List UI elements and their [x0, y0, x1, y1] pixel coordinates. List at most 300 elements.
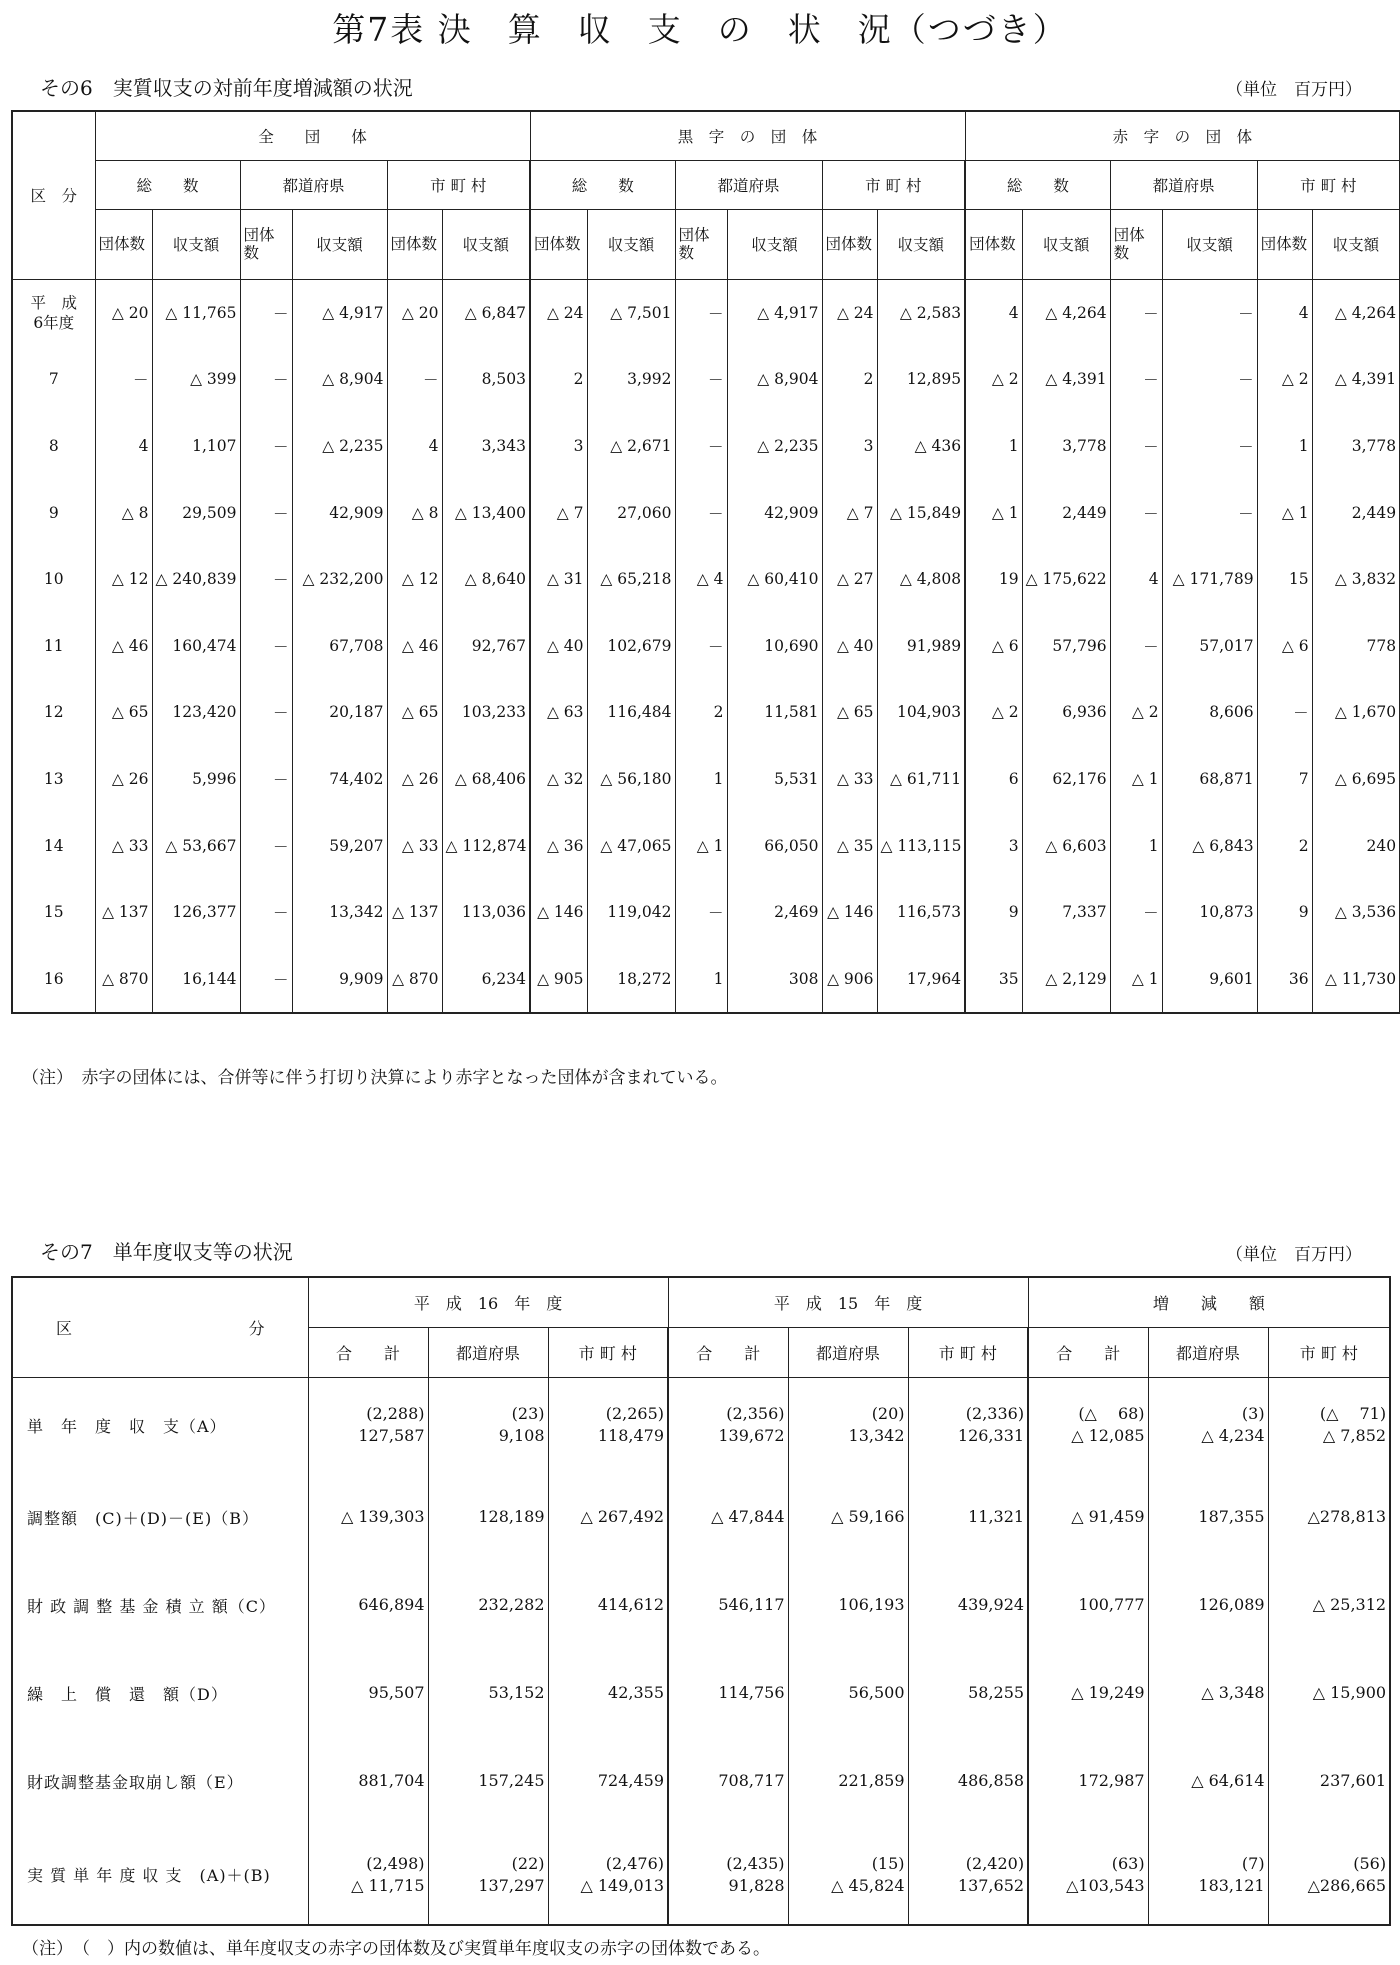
table-cell: △ 8,904 [727, 346, 822, 413]
group-header: 平 成 16 年 度 [308, 1277, 668, 1327]
table-cell: △ 8,904 [292, 346, 387, 413]
col-header-count: 団体数 [965, 209, 1022, 279]
table-cell: 6,936 [1022, 679, 1110, 746]
table-cell [788, 1473, 908, 1561]
table-cell: △ 4,391 [1022, 346, 1110, 413]
table-cell: 5,996 [152, 746, 240, 813]
table-cell: △ 171,789 [1162, 546, 1257, 613]
table-cell: 18,272 [587, 945, 675, 1013]
table-cell [908, 1825, 1028, 1925]
table-cell: △ 33 [387, 812, 442, 879]
subgroup-header: 市 町 村 [822, 160, 965, 209]
group-header: 赤 字 の 団 体 [965, 111, 1400, 160]
section6-heading: その6 実質収支の対前年度増減額の状況 [40, 76, 413, 100]
amount-value: △ 149,013 [580, 1875, 665, 1895]
col-header-amount: 収支額 [587, 209, 675, 279]
table-cell: － [240, 546, 292, 613]
table-cell: 16,144 [152, 945, 240, 1013]
table-cell: 8,503 [442, 346, 530, 413]
table-cell: △ 32 [530, 746, 587, 813]
subcol-header: 合 計 [1028, 1327, 1148, 1377]
table-cell [1028, 1377, 1148, 1473]
amount-value: 881,704 [358, 1771, 425, 1790]
col-header-count: 団体数 [1110, 209, 1162, 279]
table-cell: △ 60,410 [727, 546, 822, 613]
subcol-header: 都道府県 [788, 1327, 908, 1377]
table-cell: 42,909 [727, 479, 822, 546]
row-label: 7 [12, 346, 95, 413]
table-cell: 35 [965, 945, 1022, 1013]
count-value: (△ 68) [1078, 1404, 1145, 1424]
amount-value: 414,612 [597, 1595, 665, 1614]
table-cell [308, 1825, 428, 1925]
count-value: (22) [511, 1853, 545, 1873]
table-cell: △ 8 [387, 479, 442, 546]
table-cell: △ 4,808 [877, 546, 965, 613]
table-cell: △ 137 [95, 879, 152, 946]
table-cell [548, 1649, 668, 1737]
table-cell: 6,234 [442, 945, 530, 1013]
table-cell: － [240, 679, 292, 746]
table-cell: 62,176 [1022, 746, 1110, 813]
table-cell: △ 870 [387, 945, 442, 1013]
table-cell: △ 1 [1110, 945, 1162, 1013]
amount-value: 53,152 [488, 1683, 545, 1702]
count-value: (2,265) [605, 1404, 665, 1424]
amount-value: 183,121 [1198, 1875, 1265, 1895]
count-value: (15) [871, 1853, 905, 1873]
amount-value: △286,665 [1307, 1875, 1387, 1895]
col-header-amount: 収支額 [1312, 209, 1400, 279]
amount-value: 126,331 [957, 1426, 1025, 1446]
table-cell: 15 [1257, 546, 1312, 613]
table-cell: 240 [1312, 812, 1400, 879]
table-cell [548, 1737, 668, 1825]
section7-unit: （単位 百万円） [1226, 1245, 1362, 1265]
table-cell: 57,017 [1162, 612, 1257, 679]
col-header-amount: 収支額 [292, 209, 387, 279]
section7-note: （注） （ ）内の数値は、単年度収支の赤字の団体数及び実質単年度収支の赤字の団体数である。 [22, 1939, 770, 1959]
subgroup-header: 都道府県 [675, 160, 822, 209]
table-section7 [11, 1276, 1391, 1926]
group-header: 増 減 額 [1028, 1277, 1390, 1327]
table-cell: 1,107 [152, 413, 240, 480]
table-cell: 92,767 [442, 612, 530, 679]
section7-heading: その7 単年度収支等の状況 [40, 1240, 293, 1264]
table-cell: 3,778 [1022, 413, 1110, 480]
table-row [12, 1825, 1390, 1925]
row-label: 平 成 6年度 [12, 279, 95, 346]
table-cell: △ 1,670 [1312, 679, 1400, 746]
table-cell: 102,679 [587, 612, 675, 679]
table-cell: △ 2,671 [587, 413, 675, 480]
table-cell: 17,964 [877, 945, 965, 1013]
table-cell [1028, 1825, 1148, 1925]
table-cell: 27,060 [587, 479, 675, 546]
row-label: 財政調整基金取崩し額（E） [12, 1737, 308, 1825]
table-row [12, 479, 1400, 546]
table-cell [428, 1473, 548, 1561]
table-cell: △ 31 [530, 546, 587, 613]
table-cell: － [675, 413, 727, 480]
table-cell [908, 1561, 1028, 1649]
table-cell [668, 1473, 788, 1561]
row-label: 実 質 単 年 度 収 支 (A)＋(B) [12, 1825, 308, 1925]
row-label: 13 [12, 746, 95, 813]
table-cell [1028, 1737, 1148, 1825]
table-cell: △ 436 [877, 413, 965, 480]
table-cell: △ 7,501 [587, 279, 675, 346]
table-cell: 9,909 [292, 945, 387, 1013]
table-cell: 1 [675, 746, 727, 813]
row-label: 8 [12, 413, 95, 480]
table-cell [1028, 1473, 1148, 1561]
table-cell: △ 33 [95, 812, 152, 879]
table-cell: 2 [675, 679, 727, 746]
table-cell [908, 1473, 1028, 1561]
table-cell [1148, 1377, 1268, 1473]
table-cell: △ 1 [965, 479, 1022, 546]
count-value: (2,420) [965, 1853, 1025, 1873]
table-cell: － [675, 479, 727, 546]
count-value: (2,435) [726, 1853, 785, 1873]
table-cell: 1 [965, 413, 1022, 480]
table-cell: 104,903 [877, 679, 965, 746]
table-cell: 2,469 [727, 879, 822, 946]
table-cell: － [1110, 279, 1162, 346]
amount-value: 114,756 [718, 1683, 785, 1702]
row-header [12, 1277, 308, 1377]
table-cell: 29,509 [152, 479, 240, 546]
table-cell: △ 46 [387, 612, 442, 679]
amount-value: △ 19,249 [1071, 1683, 1145, 1702]
amount-value: △ 4,234 [1201, 1426, 1265, 1446]
table-cell: 67,708 [292, 612, 387, 679]
section6-unit: （単位 百万円） [1226, 80, 1362, 100]
col-header-count: 団体数 [530, 209, 587, 279]
table-cell: 12,895 [877, 346, 965, 413]
table-cell: △ 870 [95, 945, 152, 1013]
amount-value: 95,507 [368, 1683, 425, 1702]
amount-value: 128,189 [478, 1507, 545, 1526]
row-label: 単 年 度 収 支（A） [12, 1377, 308, 1473]
table-cell [308, 1561, 428, 1649]
table-cell: △ 3,536 [1312, 879, 1400, 946]
table-cell: △ 906 [822, 945, 877, 1013]
table-row [12, 1473, 1390, 1561]
table-cell: 126,377 [152, 879, 240, 946]
count-value: (56) [1353, 1853, 1387, 1873]
table-cell [908, 1377, 1028, 1473]
amount-value: △ 267,492 [580, 1507, 665, 1526]
table-cell: 2,449 [1022, 479, 1110, 546]
table-cell: 9 [965, 879, 1022, 946]
amount-value: △ 15,900 [1312, 1683, 1387, 1702]
table-row [12, 945, 1400, 1013]
table-cell [308, 1737, 428, 1825]
table-cell: 10,873 [1162, 879, 1257, 946]
table-cell: △ 112,874 [442, 812, 530, 879]
table-cell [788, 1825, 908, 1925]
table-cell: 123,420 [152, 679, 240, 746]
amount-value: 221,859 [838, 1771, 905, 1790]
table-cell: △ 6 [1257, 612, 1312, 679]
table-cell: － [240, 945, 292, 1013]
count-value: (2,288) [366, 1404, 425, 1424]
table-cell: 11,581 [727, 679, 822, 746]
table-cell: 4 [965, 279, 1022, 346]
table-cell [548, 1561, 668, 1649]
subgroup-header: 総 数 [95, 160, 240, 209]
amount-value: △ 12,085 [1071, 1426, 1145, 1446]
amount-value: 11,321 [968, 1507, 1025, 1526]
table-cell: 57,796 [1022, 612, 1110, 679]
amount-value: 157,245 [478, 1771, 545, 1790]
row-label: 15 [12, 879, 95, 946]
amount-value: △278,813 [1307, 1507, 1387, 1526]
table-cell: △ 15,849 [877, 479, 965, 546]
table-cell: － [1162, 346, 1257, 413]
table-cell [1028, 1561, 1148, 1649]
table-cell: 116,573 [877, 879, 965, 946]
col-header-count: 団体数 [387, 209, 442, 279]
table-cell: △ 2 [965, 346, 1022, 413]
table-cell [548, 1473, 668, 1561]
table-cell: 3 [822, 413, 877, 480]
table-cell [1148, 1737, 1268, 1825]
amount-value: 56,500 [848, 1683, 905, 1702]
table-cell: 3 [965, 812, 1022, 879]
count-value: (2,336) [965, 1404, 1025, 1424]
table-cell: 6 [965, 746, 1022, 813]
amount-value: △ 45,824 [831, 1875, 905, 1895]
table-cell: － [1162, 279, 1257, 346]
table-cell: △ 53,667 [152, 812, 240, 879]
row-label: 10 [12, 546, 95, 613]
table-cell [1148, 1649, 1268, 1737]
table-cell [788, 1561, 908, 1649]
subcol-header: 都道府県 [1148, 1327, 1268, 1377]
table-cell: △ 33 [822, 746, 877, 813]
table-cell: － [240, 812, 292, 879]
amount-value: 187,355 [1198, 1507, 1265, 1526]
table-cell: 2 [1257, 812, 1312, 879]
table-cell [428, 1561, 548, 1649]
amount-value: 126,089 [1198, 1595, 1265, 1614]
table-cell [548, 1825, 668, 1925]
count-value: (2,356) [726, 1404, 785, 1424]
table-cell: △ 113,115 [877, 812, 965, 879]
table-cell: △ 12 [387, 546, 442, 613]
table-cell: △ 56,180 [587, 746, 675, 813]
table-cell: △ 6,603 [1022, 812, 1110, 879]
amount-value: 486,858 [957, 1771, 1025, 1790]
table-cell: △ 4,264 [1022, 279, 1110, 346]
amount-value: △ 64,614 [1191, 1771, 1265, 1790]
table-cell: △ 232,200 [292, 546, 387, 613]
table-cell: △ 13,400 [442, 479, 530, 546]
table-cell: 8,606 [1162, 679, 1257, 746]
table-cell: △ 24 [530, 279, 587, 346]
table-cell: － [1110, 413, 1162, 480]
col-header-count: 団体数 [675, 209, 727, 279]
amount-value: △ 3,348 [1201, 1683, 1265, 1702]
table-cell: △ 68,406 [442, 746, 530, 813]
table-cell [1148, 1825, 1268, 1925]
table-row [12, 1649, 1390, 1737]
subgroup-header: 市 町 村 [1257, 160, 1400, 209]
table-cell: 4 [95, 413, 152, 480]
amount-value: 58,255 [968, 1683, 1025, 1702]
amount-value: 91,828 [728, 1875, 785, 1895]
table-cell [1148, 1561, 1268, 1649]
row-label: 繰 上 償 還 額（D） [12, 1649, 308, 1737]
table-cell: △ 1 [1110, 746, 1162, 813]
row-label: 調整額 (C)＋(D)－(E)（B） [12, 1473, 308, 1561]
table-cell: △ 35 [822, 812, 877, 879]
table-cell: △ 61,711 [877, 746, 965, 813]
table-cell: 36 [1257, 945, 1312, 1013]
table-cell: △ 2,235 [292, 413, 387, 480]
table-cell: － [240, 879, 292, 946]
col-header-amount: 収支額 [442, 209, 530, 279]
amount-value: 137,652 [957, 1875, 1025, 1895]
table-cell [908, 1737, 1028, 1825]
table-row [12, 679, 1400, 746]
table-cell [308, 1649, 428, 1737]
table-cell: － [240, 413, 292, 480]
table-cell [908, 1649, 1028, 1737]
table-cell [428, 1377, 548, 1473]
amount-value: 118,479 [597, 1426, 665, 1446]
table-cell [668, 1377, 788, 1473]
table-cell: △ 26 [95, 746, 152, 813]
row-label: 11 [12, 612, 95, 679]
col-header-amount: 収支額 [727, 209, 822, 279]
amount-value: 137,297 [478, 1875, 545, 1895]
table-cell: △ 65,218 [587, 546, 675, 613]
table-cell: △ 6,695 [1312, 746, 1400, 813]
table-cell: △ 3,832 [1312, 546, 1400, 613]
table-cell: △ 1 [1257, 479, 1312, 546]
table-row [12, 546, 1400, 613]
table-cell: － [240, 612, 292, 679]
table-cell: △ 11,730 [1312, 945, 1400, 1013]
subcol-header: 都道府県 [428, 1327, 548, 1377]
table-cell [1268, 1473, 1390, 1561]
table-cell: △ 7 [530, 479, 587, 546]
subgroup-header: 市 町 村 [387, 160, 530, 209]
table-cell: － [240, 746, 292, 813]
amount-value: △ 59,166 [831, 1507, 905, 1526]
row-header-b: 分 [248, 1318, 265, 1338]
table-cell [788, 1377, 908, 1473]
table-cell [1268, 1377, 1390, 1473]
table-cell: 3,778 [1312, 413, 1400, 480]
table-cell: △ 47,065 [587, 812, 675, 879]
table-cell: 2 [530, 346, 587, 413]
table-cell: － [240, 479, 292, 546]
col-header-amount: 収支額 [877, 209, 965, 279]
count-value: (2,498) [366, 1853, 425, 1873]
table-cell: 19 [965, 546, 1022, 613]
amount-value: 708,717 [718, 1771, 785, 1790]
table-cell: △ 6 [965, 612, 1022, 679]
table-cell: △ 146 [822, 879, 877, 946]
table-cell: － [240, 279, 292, 346]
table-row [12, 612, 1400, 679]
table-row [12, 413, 1400, 480]
table-cell: － [1257, 679, 1312, 746]
col-header-amount: 収支額 [152, 209, 240, 279]
table-cell: △ 2,235 [727, 413, 822, 480]
table-cell: △ 65 [95, 679, 152, 746]
table-cell: △ 11,765 [152, 279, 240, 346]
table-cell [548, 1377, 668, 1473]
col-header-count: 団体数 [95, 209, 152, 279]
count-value: (63) [1111, 1853, 1145, 1873]
table-cell: － [1110, 479, 1162, 546]
table-cell: △ 6,843 [1162, 812, 1257, 879]
table-cell: 103,233 [442, 679, 530, 746]
amount-value: 127,587 [358, 1426, 425, 1446]
table-cell: 91,989 [877, 612, 965, 679]
table-row [12, 746, 1400, 813]
table-cell [1148, 1473, 1268, 1561]
table-cell: 2 [822, 346, 877, 413]
subcol-header: 合 計 [308, 1327, 428, 1377]
table-cell: 160,474 [152, 612, 240, 679]
table-cell: △ 12 [95, 546, 152, 613]
table-cell: 2,449 [1312, 479, 1400, 546]
amount-value: △ 25,312 [1312, 1595, 1387, 1614]
table-cell: － [675, 612, 727, 679]
table-cell: △ 1 [675, 812, 727, 879]
table-row [12, 879, 1400, 946]
subcol-header: 市 町 村 [1268, 1327, 1390, 1377]
table-cell: 3,992 [587, 346, 675, 413]
amount-value: 9,108 [498, 1426, 545, 1446]
section6-note: （注） 赤字の団体には、合併等に伴う打切り決算により赤字となった団体が含まれている。 [22, 1068, 728, 1088]
amount-value: △ 139,303 [340, 1507, 425, 1526]
table-cell: △ 399 [152, 346, 240, 413]
table-cell: 113,036 [442, 879, 530, 946]
table-cell: △ 26 [387, 746, 442, 813]
amount-value: 439,924 [957, 1595, 1025, 1614]
table-cell: 42,909 [292, 479, 387, 546]
table-cell: △ 2,583 [877, 279, 965, 346]
table-cell: △ 7 [822, 479, 877, 546]
table-cell: － [1110, 346, 1162, 413]
table-row [12, 1377, 1390, 1473]
table-row [12, 1737, 1390, 1825]
table-cell [1268, 1737, 1390, 1825]
table-cell: 7 [1257, 746, 1312, 813]
table-cell: － [240, 346, 292, 413]
table-cell: 10,690 [727, 612, 822, 679]
table-cell: 68,871 [1162, 746, 1257, 813]
subcol-header: 合 計 [668, 1327, 788, 1377]
amount-value: △103,543 [1066, 1875, 1145, 1895]
count-value: (23) [511, 1404, 545, 1424]
table-cell: 1 [675, 945, 727, 1013]
table-cell: 59,207 [292, 812, 387, 879]
table-cell: △ 2 [1257, 346, 1312, 413]
row-label: 9 [12, 479, 95, 546]
table-cell: △ 4,917 [292, 279, 387, 346]
amount-value: 237,601 [1319, 1771, 1387, 1790]
table-cell: △ 2 [1110, 679, 1162, 746]
